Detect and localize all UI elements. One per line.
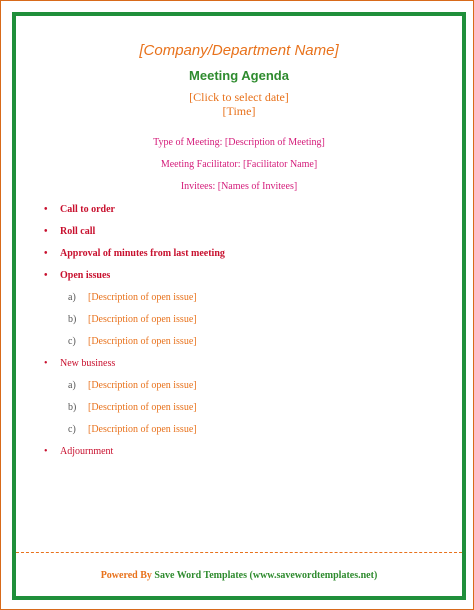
bullet-icon: • [44, 248, 48, 259]
bullet-icon: • [44, 270, 48, 281]
meeting-type[interactable]: Type of Meeting: [Description of Meeting] [153, 137, 325, 148]
agenda-item-adjournment [44, 446, 113, 457]
date-picker[interactable]: [Click to select date] [189, 90, 289, 104]
footer-divider [16, 552, 462, 553]
footer-credit-text: Save Word Templates (www.savewordtemplates.net) [151, 570, 378, 581]
meeting-facilitator[interactable]: Meeting Facilitator: [Facilitator Name] [160, 159, 318, 170]
agenda-item-call-to-order [44, 204, 115, 215]
time-field[interactable]: [Time] [222, 104, 256, 118]
agenda-item-new-business [44, 358, 115, 369]
list-letter: c) [68, 424, 76, 435]
item-label: Approval of minutes from last meeting [60, 248, 225, 259]
new-business-text[interactable]: [Description of open issue] [88, 424, 197, 435]
open-issue-text[interactable]: [Description of open issue] [88, 314, 197, 325]
list-letter: a) [68, 292, 76, 303]
new-business-a[interactable] [68, 380, 197, 391]
bullet-icon: • [44, 204, 48, 215]
open-issue-a[interactable] [68, 292, 197, 303]
agenda-item-roll-call [44, 226, 95, 237]
bullet-icon: • [44, 226, 48, 237]
agenda-item-open-issues [44, 270, 110, 281]
agenda-title: Meeting Agenda [189, 68, 289, 83]
new-business-text[interactable]: [Description of open issue] [88, 402, 197, 413]
bullet-icon: • [44, 358, 48, 369]
footer-credit [16, 570, 462, 581]
open-issue-c[interactable] [68, 336, 197, 347]
open-issue-text[interactable]: [Description of open issue] [88, 292, 197, 303]
new-business-c[interactable] [68, 424, 197, 435]
list-letter: c) [68, 336, 76, 347]
bullet-icon: • [44, 446, 48, 457]
item-label: Open issues [60, 270, 111, 281]
open-issue-b[interactable] [68, 314, 197, 325]
open-issue-text[interactable]: [Description of open issue] [88, 336, 197, 347]
meeting-invitees[interactable]: Invitees: [Names of Invitees] [180, 181, 298, 192]
list-letter: a) [68, 380, 76, 391]
list-letter: b) [68, 402, 77, 413]
agenda-frame [12, 12, 466, 600]
new-business-text[interactable]: [Description of open issue] [88, 380, 197, 391]
list-letter: b) [68, 314, 77, 325]
new-business-b[interactable] [68, 402, 197, 413]
item-label: Roll call [60, 226, 96, 237]
item-label: Call to order [60, 204, 115, 215]
agenda-item-approval [44, 248, 225, 259]
company-name[interactable]: [Company/Department Name] [139, 42, 339, 59]
item-label: Adjournment [60, 446, 114, 457]
powered-by-label: Powered By [100, 570, 152, 581]
agenda-sheet [16, 16, 462, 596]
item-label: New business [60, 358, 116, 369]
